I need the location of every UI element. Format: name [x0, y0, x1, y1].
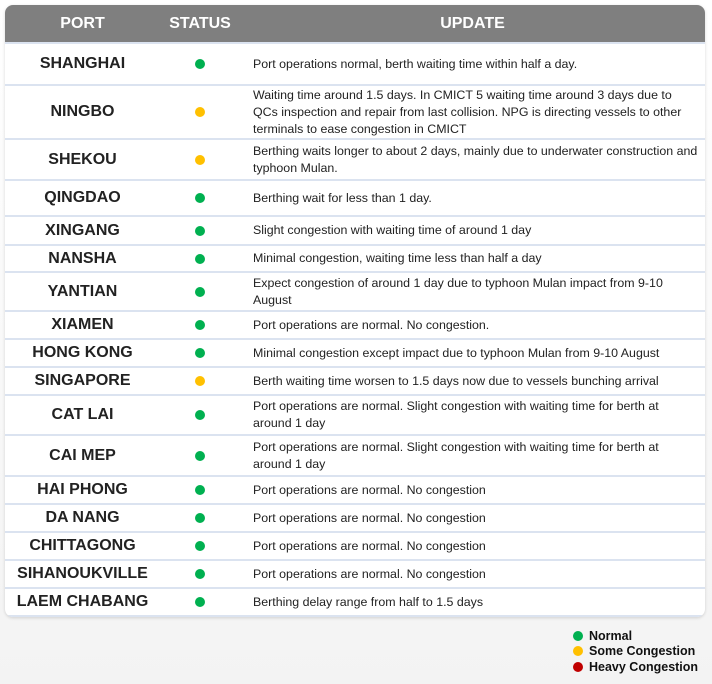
- status-dot-icon: [195, 226, 205, 236]
- status-dot-icon: [195, 485, 205, 495]
- table-row: [5, 312, 705, 340]
- port-name: CHITTAGONG: [29, 537, 136, 554]
- port-name: NINGBO: [50, 103, 115, 120]
- port-name: LAEM CHABANG: [16, 593, 149, 610]
- table-row: [5, 246, 705, 273]
- legend-item: [573, 644, 698, 660]
- port-name: SIHANOUKVILLE: [17, 565, 148, 582]
- update-text: Port operations are normal. Slight congestion with waiting time for berth at around 1 day: [253, 399, 659, 430]
- port-name: NANSHA: [48, 249, 117, 267]
- port-name: DA NANG: [45, 509, 120, 526]
- status-dot-icon: [195, 541, 205, 551]
- update-text: Waiting time around 1.5 days. In CMICT 5 waiting time around 3 days due to QCs inspection and repair from last collision. NPG is directing vessels to other terminals to ease congestion in CMICT: [253, 87, 682, 136]
- status-dot-icon: [195, 59, 205, 69]
- status-cell: [160, 348, 240, 358]
- status-cell: [160, 376, 240, 386]
- update-text: Port operations are normal. No congestion: [253, 482, 486, 497]
- legend-label: Some Congestion: [589, 644, 696, 659]
- table-row: [5, 368, 705, 396]
- header-status: STATUS: [169, 14, 231, 32]
- table-row: [5, 181, 705, 217]
- legend-dot-icon: [573, 662, 583, 672]
- status-dot-icon: [195, 376, 205, 386]
- status-dot-icon: [195, 569, 205, 579]
- table-row: [5, 505, 705, 533]
- update-text: Port operations are normal. No congestion: [253, 566, 486, 581]
- legend-dot-icon: [573, 631, 583, 641]
- status-cell: [160, 107, 240, 117]
- legend: [573, 628, 698, 675]
- update-text: Port operations are normal. No congestion.: [253, 317, 490, 332]
- legend-label: Heavy Congestion: [589, 659, 699, 674]
- status-dot-icon: [195, 348, 205, 358]
- table-header: [5, 5, 705, 44]
- status-dot-icon: [195, 513, 205, 523]
- table-row: [5, 477, 705, 505]
- status-cell: [160, 410, 240, 420]
- update-text: Port operations normal, berth waiting time within half a day.: [253, 56, 578, 71]
- port-name: SINGAPORE: [34, 372, 131, 389]
- port-name: HONG KONG: [32, 344, 133, 361]
- port-status-table: [5, 5, 705, 617]
- port-name: CAT LAI: [51, 406, 114, 423]
- status-cell: [160, 541, 240, 551]
- status-dot-icon: [195, 107, 205, 117]
- table-row: [5, 273, 705, 312]
- update-text: Slight congestion with waiting time of around 1 day: [253, 223, 532, 237]
- table-row: [5, 561, 705, 589]
- table-row: [5, 340, 705, 368]
- table-row: [5, 396, 705, 436]
- table-row: [5, 436, 705, 477]
- port-name: YANTIAN: [47, 282, 118, 300]
- table-row: [5, 44, 705, 86]
- status-cell: [160, 451, 240, 461]
- header-port: PORT: [60, 14, 105, 32]
- port-name: HAI PHONG: [37, 481, 128, 498]
- status-cell: [160, 59, 240, 69]
- update-text: Port operations are normal. Slight congestion with waiting time for berth at around 1 day: [253, 439, 659, 471]
- update-text: Berthing delay range from half to 1.5 days: [253, 594, 484, 609]
- status-cell: [160, 155, 240, 165]
- status-dot-icon: [195, 410, 205, 420]
- table-row: [5, 533, 705, 561]
- status-dot-icon: [195, 155, 205, 165]
- status-dot-icon: [195, 254, 205, 264]
- port-name: CAI MEP: [49, 446, 116, 464]
- legend-item: [573, 628, 698, 644]
- status-cell: [160, 320, 240, 330]
- status-dot-icon: [195, 320, 205, 330]
- status-cell: [160, 597, 240, 607]
- update-text: Berth waiting time worsen to 1.5 days now due to vessels bunching arrival: [253, 373, 659, 388]
- status-dot-icon: [195, 287, 205, 297]
- port-name: SHANGHAI: [39, 55, 126, 72]
- legend-dot-icon: [573, 646, 583, 656]
- status-cell: [160, 287, 240, 297]
- table-row: [5, 140, 705, 181]
- status-cell: [160, 226, 240, 236]
- table-row: [5, 589, 705, 617]
- legend-label: Normal: [589, 628, 633, 643]
- status-dot-icon: [195, 193, 205, 203]
- status-cell: [160, 513, 240, 523]
- port-name: QINGDAO: [44, 189, 121, 206]
- status-cell: [160, 569, 240, 579]
- status-cell: [160, 193, 240, 203]
- update-text: Berthing waits longer to about 2 days, mainly due to underwater construction and typhoon Mulan.: [253, 143, 698, 175]
- status-cell: [160, 254, 240, 264]
- update-text: Minimal congestion, waiting time less than half a day: [253, 251, 542, 265]
- update-text: Minimal congestion except impact due to typhoon Mulan from 9-10 August: [253, 345, 660, 360]
- port-name: SHEKOU: [48, 150, 117, 168]
- status-dot-icon: [195, 597, 205, 607]
- table-row: [5, 86, 705, 140]
- port-name: XIAMEN: [51, 316, 114, 333]
- update-text: Expect congestion of around 1 day due to typhoon Mulan impact from 9-10 August: [253, 275, 663, 307]
- header-update: UPDATE: [440, 14, 505, 32]
- status-dot-icon: [195, 451, 205, 461]
- status-cell: [160, 485, 240, 495]
- port-name: XINGANG: [45, 221, 120, 239]
- update-text: Berthing wait for less than 1 day.: [253, 190, 432, 205]
- update-text: Port operations are normal. No congestion: [253, 538, 486, 553]
- update-text: Port operations are normal. No congestion: [253, 510, 486, 525]
- table-row: [5, 217, 705, 246]
- legend-item: [573, 659, 698, 675]
